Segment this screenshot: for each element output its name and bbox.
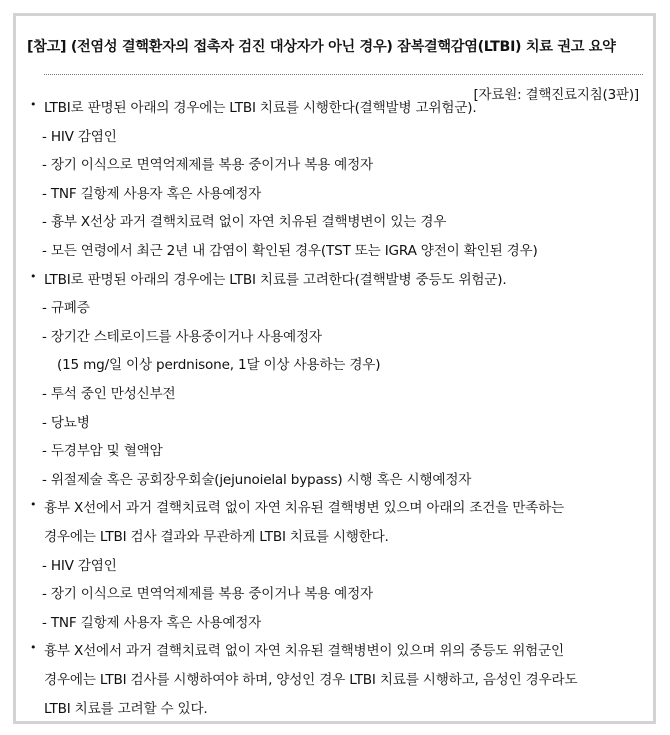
sub-item: - 장기 이식으로 면역억제제를 복용 중이거나 복용 예정자 [42, 157, 373, 174]
item-continuation: 경우에는 LTBI 검사 결과와 무관하게 LTBI 치료를 시행한다. [44, 529, 389, 545]
sub-item: - HIV 감염인 [42, 557, 117, 574]
bullet-item: 흉부 X선에서 과거 결핵치료력 없이 자연 치유된 결핵병변이 있으며 위의 중등도 위험군인 [44, 643, 564, 660]
item-continuation: (15 mg/일 이상 perdnisone, 1달 이상 사용하는 경우) [57, 357, 381, 374]
reference-box [13, 13, 656, 724]
bullet-icon: • [30, 269, 37, 283]
sub-item: - TNF 길항제 사용자 혹은 사용예정자 [42, 614, 262, 631]
item-continuation: LTBI 치료를 고려할 수 있다. [44, 700, 208, 717]
bullet-icon: • [30, 98, 37, 111]
sub-item: - 당뇨병 [42, 414, 90, 431]
bullet-icon: • [30, 498, 37, 512]
sub-item: - 투석 중인 만성신부전 [42, 386, 176, 402]
source-citation: [자료원: 결핵진료지침(3판)] [473, 87, 639, 103]
sub-item: - 장기간 스테로이드를 사용중이거나 사용예정자 [42, 328, 322, 345]
sub-item: - 흉부 X선상 과거 결핵치료력 없이 자연 치유된 결핵병변이 있는 경우 [42, 214, 447, 231]
sub-item: - 모든 연령에서 최근 2년 내 감염이 확인된 경우(TST 또는 IGRA 양전이 확인된 경우) [42, 243, 538, 259]
item-continuation: 경우에는 LTBI 검사를 시행하여야 하며, 양성인 경우 LTBI 치료를 시행하고, 음성인 경우라도 [44, 672, 578, 688]
sub-item: - TNF 길항제 사용자 혹은 사용예정자 [42, 185, 262, 202]
bullet-item: LTBI로 판명된 아래의 경우에는 LTBI 치료를 고려한다(결핵발병 중등도 위험군). [44, 271, 507, 288]
bullet-item: LTBI로 판명된 아래의 경우에는 LTBI 치료를 시행한다(결핵발병 고위험군). [44, 100, 477, 116]
sub-item: - 두경부암 및 혈액암 [42, 443, 163, 460]
bullet-icon: • [30, 641, 37, 655]
bullet-item: 흉부 X선에서 과거 결핵치료력 없이 자연 치유된 결핵병변 있으며 아래의 조건을 만족하는 [44, 500, 564, 517]
title-divider [44, 74, 643, 75]
box-title: [참고] (전염성 결핵환자의 접촉자 검진 대상자가 아닌 경우) 잠복결핵감염(LTBI) 치료 권고 요약 [27, 39, 616, 55]
sub-item: - HIV 감염인 [42, 128, 117, 145]
sub-item: - 장기 이식으로 면역억제제를 복용 중이거나 복용 예정자 [42, 586, 373, 603]
sub-item: - 위절제술 혹은 공회장우회술(jejunoielal bypass) 시행 혹은 시행예정자 [42, 471, 472, 488]
sub-item: - 규폐증 [42, 300, 90, 317]
